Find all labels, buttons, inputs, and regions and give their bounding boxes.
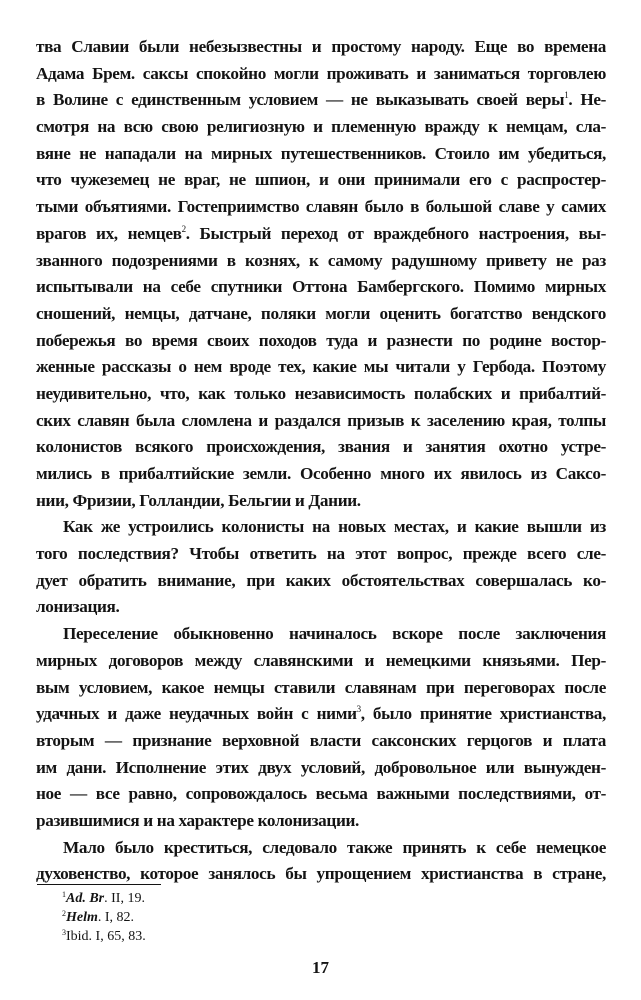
footnote-1 — [62, 889, 146, 908]
text-line — [36, 568, 606, 595]
text-line — [36, 354, 606, 381]
text-line-content: тыми объятиями. Гостеприимство славян было в большой славе у самих — [36, 197, 606, 217]
text-line-content: духовенство, которое занялось бы упрощением христианства в стране, — [36, 864, 606, 884]
text-line — [36, 274, 606, 301]
footnote-2 — [62, 908, 146, 927]
text-line-content: мирных договоров между славянскими и немецкими князьями. Пер- — [36, 650, 606, 670]
text-line — [36, 114, 606, 141]
footnote-number: 2 — [62, 909, 66, 918]
text-line-content: тва Славии были небезызвестны и простому народу. Еще во времена — [36, 37, 606, 56]
text-line-content: вяне не нападали на мирных путешественников. Стоило им убедиться, — [36, 143, 606, 163]
text-line — [36, 328, 606, 355]
footnote-ref[interactable]: 3 — [356, 704, 361, 715]
page-number: 17 — [312, 958, 329, 977]
text-line — [36, 808, 606, 835]
text-line — [36, 248, 606, 275]
text-line-content: врагов их, немцев — [36, 223, 182, 243]
text-line-content: побережья во время своих походов туда и разнести по родине востор- — [36, 330, 606, 350]
text-line — [36, 728, 606, 755]
footnote-ref[interactable]: 2 — [181, 223, 186, 234]
text-line-content: смотря на всю свою религиозную и племенную вражду к немцам, сла- — [36, 117, 606, 137]
footnote-3 — [62, 927, 146, 946]
footnote-text: . II, 19. — [104, 891, 145, 906]
text-line-content: . Быстрый переход от враждебного настроения, вы- — [185, 223, 607, 243]
text-line-content: того последствия? Чтобы ответить на этот вопрос, прежде всего сле- — [36, 544, 606, 564]
text-line-content: Как же устроились колонисты на новых местах, и какие вышли из — [63, 517, 606, 537]
text-line — [36, 488, 606, 515]
text-line — [36, 835, 606, 862]
text-line — [36, 167, 606, 194]
text-line-content: им дани. Исполнение этих двух условий, добровольное или вынужден- — [36, 757, 606, 777]
text-line — [36, 781, 606, 808]
footnote-source: Ad. Br — [66, 891, 105, 906]
text-line — [36, 34, 606, 61]
text-line-content: , было принятие христианства, — [360, 704, 606, 724]
text-line — [36, 408, 606, 435]
text-line — [36, 648, 606, 675]
text-line-content: Адама Брем. саксы спокойно могли проживать и заниматься торговлею — [36, 63, 606, 83]
text-line — [36, 141, 606, 168]
footnote-text: Ibid. I, 65, 83. — [66, 929, 146, 944]
text-line-content: вым условием, какое немцы ставили славянам при переговорах после — [36, 677, 606, 697]
text-line — [36, 301, 606, 328]
text-line — [36, 541, 606, 568]
text-line — [36, 514, 606, 541]
footnote-number: 1 — [62, 890, 66, 899]
text-line-content: в Волине с единственным условием — не выказывать своей веры — [36, 90, 565, 110]
footnote-text: . I, 82. — [97, 910, 135, 925]
text-line-content: мились в прибалтийские земли. Особенно много их явилось из Саксо- — [36, 464, 606, 483]
text-line — [36, 701, 606, 728]
text-line-content: Переселение обыкновенно начиналось вскоре после заключения — [63, 624, 606, 644]
text-line-content: нии, Фризии, Голландии, Бельгии и Дании. — [36, 490, 361, 510]
text-line-content: званного подозрениями в кознях, к самому радушному привету не раз — [36, 250, 606, 270]
text-line — [36, 61, 606, 88]
footnote-divider — [37, 884, 161, 885]
text-line — [36, 87, 606, 114]
text-line-content: Мало было креститься, следовало также принять к себе немецкое — [63, 837, 606, 857]
text-line — [36, 381, 606, 408]
text-line-content: сношений, немцы, датчане, поляки могли оценить богатство вендского — [36, 303, 606, 323]
text-line — [36, 621, 606, 648]
text-line-content: дует обратить внимание, при каких обстоятельствах совершалась ко- — [36, 570, 606, 590]
footnote-number: 3 — [62, 928, 66, 937]
text-line-content: колонистов всякого происхождения, звания и занятия охотно устре- — [36, 437, 606, 457]
text-line — [36, 755, 606, 782]
text-line — [36, 434, 606, 461]
text-line-content: ских славян была сломлена и раздался призыв к заселению края, толпы — [36, 410, 606, 430]
text-line — [36, 194, 606, 221]
text-line — [36, 221, 606, 248]
text-line-content: ное — все равно, сопровождалось весьма важными последствиями, от- — [36, 784, 606, 804]
text-line — [36, 594, 606, 621]
text-line-content: что чужеземец не враг, не шпион, и они принимали его с распростер- — [36, 170, 606, 190]
footnotes — [62, 889, 146, 946]
text-line-content: лонизация. — [36, 597, 120, 617]
text-line-content: испытывали на себе спутники Оттона Бамбергского. Помимо мирных — [36, 277, 606, 297]
footnote-source: Helm — [66, 910, 98, 925]
text-line-content: разившимися и на характере колонизации. — [36, 810, 359, 830]
text-line-content: . Не- — [568, 90, 606, 110]
footnote-ref[interactable]: 1 — [564, 90, 569, 101]
body-text — [36, 34, 606, 888]
text-line-content: удачных и даже неудачных войн с ними — [36, 704, 357, 724]
text-line-content: вторым — признание верховной власти саксонских герцогов и плата — [36, 730, 606, 750]
text-line — [36, 675, 606, 702]
text-line-content: неудивительно, что, как только независимость полабских и прибалтий- — [36, 383, 606, 403]
text-line-content: женные рассказы о нем вроде тех, какие мы читали у Гербода. Поэтому — [36, 357, 606, 377]
text-line — [36, 461, 606, 488]
